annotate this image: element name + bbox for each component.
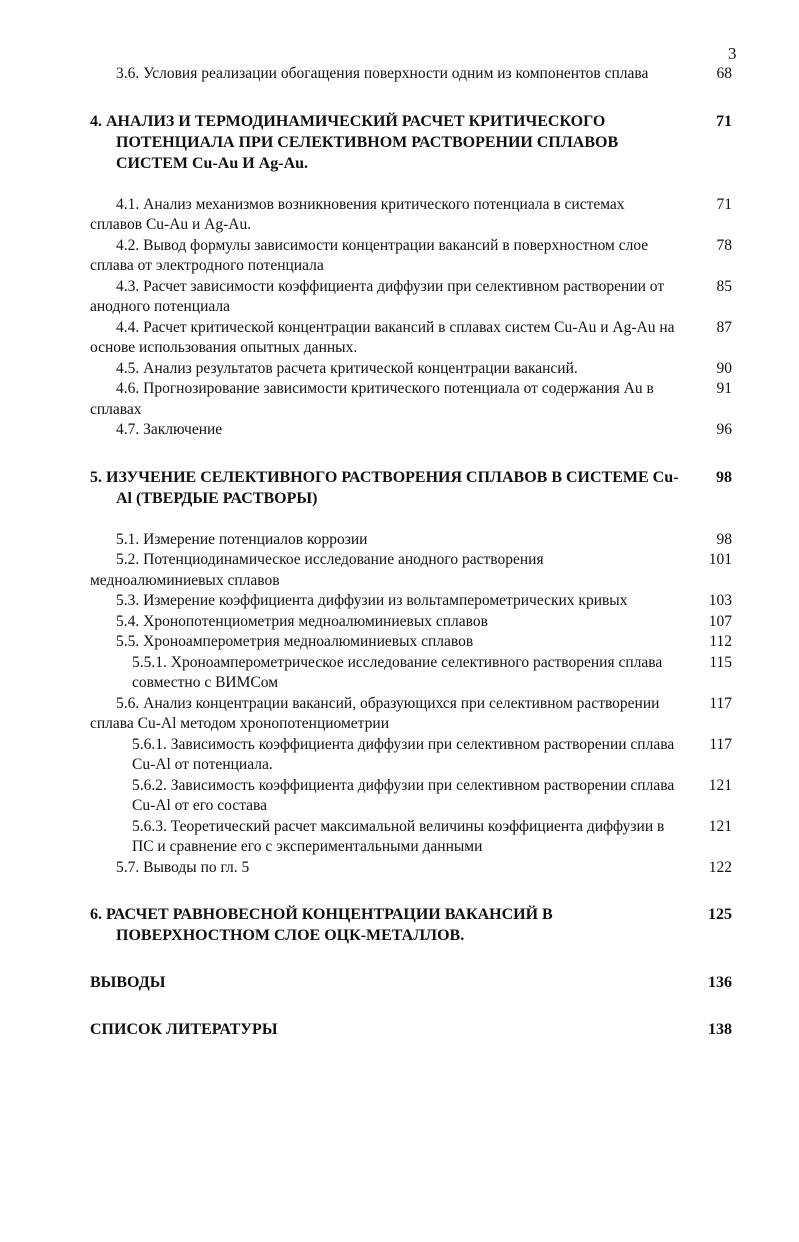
toc-entry-title: 5.6.1. Зависимость коэффициента диффузии при селективном растворении сплава Cu-Al от потенциала. — [132, 735, 675, 773]
toc-entry-4-2 — [90, 236, 740, 277]
toc-chapter-title: 5. ИЗУЧЕНИЕ СЕЛЕКТИВНОГО РАСТВОРЕНИЯ СПЛАВОВ В СИСТЕМЕ Cu-Al (ТВЕРДЫЕ РАСТВОРЫ) — [90, 468, 679, 507]
toc-entry-page: 91 — [716, 380, 732, 397]
toc-entry-4-6 — [90, 379, 740, 420]
toc-entry-title: 4.7. Заключение — [116, 421, 223, 438]
toc-entry-5-5-1 — [90, 653, 740, 694]
toc-entry-title: 4.4. Расчет критической концентрации вакансий в сплавах систем Cu-Au и Ag-Au на основе использования опытных данных. — [90, 318, 675, 356]
toc-entry-page: 103 — [708, 592, 732, 609]
toc-entry-4-1 — [90, 195, 740, 236]
toc-entry-3-6 — [90, 64, 740, 85]
toc-chapter-conclusions — [90, 972, 740, 993]
toc-entry-page: 85 — [716, 277, 732, 295]
toc-chapter-page: 138 — [708, 1021, 732, 1038]
toc-entry-title: 4.1. Анализ механизмов возникновения критического потенциала в системах сплавов Cu-Au и Ag-Au. — [90, 195, 625, 233]
toc-entry-title: 5.1. Измерение потенциалов коррозии — [116, 530, 368, 548]
page-number: 3 — [728, 44, 737, 63]
toc-entry-5-7 — [90, 858, 740, 879]
toc-chapter-title: 6. РАСЧЕТ РАВНОВЕСНОЙ КОНЦЕНТРАЦИИ ВАКАНСИЙ В ПОВЕРХНОСТНОМ СЛОЕ ОЦК-МЕТАЛЛОВ. — [90, 906, 553, 944]
toc-entry-title: 5.6.3. Теоретический расчет максимальной величины коэффициента диффузии в ПС и сравнение его с экспериментальными данными — [132, 817, 665, 855]
toc-chapter-references — [90, 1019, 740, 1040]
toc-entry-title: 5.4. Хронопотенциометрия медноалюминиевых сплавов — [116, 612, 488, 630]
toc-entry-5-4 — [90, 612, 740, 633]
toc-entry-page: 117 — [709, 735, 732, 753]
toc-entry-4-7 — [90, 420, 740, 441]
toc-entry-page: 87 — [716, 318, 732, 336]
toc-entry-5-3 — [90, 591, 740, 612]
toc-entry-page: 71 — [716, 195, 732, 213]
toc-entry-page: 98 — [716, 530, 732, 548]
toc-entry-title: 5.5. Хроноамперометрия медноалюминиевых сплавов — [116, 633, 474, 650]
toc-entry-title: 4.2. Вывод формулы зависимости концентрации вакансий в поверхностном слое сплава от электродного потенциала — [90, 236, 649, 274]
toc-entry-5-6-1 — [90, 735, 740, 776]
toc-entry-title: 4.5. Анализ результатов расчета критической концентрации вакансий. — [116, 359, 578, 377]
toc-chapter-6 — [90, 904, 740, 946]
toc-entry-page: 68 — [716, 65, 732, 82]
table-of-contents — [90, 64, 740, 1040]
toc-entry-title: 5.5.1. Хроноамперометрическое исследование селективного растворения сплава совместно с ВИМСом — [132, 653, 663, 691]
toc-entry-title: 4.3. Расчет зависимости коэффициента диффузии при селективном растворении от анодного потенциала — [90, 277, 665, 315]
toc-entry-title: 5.3. Измерение коэффициента диффузии из вольтамперометрических кривых — [116, 592, 628, 609]
toc-entry-title: 5.6.2. Зависимость коэффициента диффузии при селективном растворении сплава Cu-Al от его состава — [132, 776, 675, 814]
toc-entry-5-5 — [90, 632, 740, 653]
toc-entry-5-6 — [90, 694, 740, 735]
toc-entry-title: 4.6. Прогнозирование зависимости критического потенциала от содержания Au в сплавах — [90, 380, 654, 418]
toc-entry-title: 5.6. Анализ концентрации вакансий, образующихся при селективном растворении сплава Cu-Al методом хронопотенциометрии — [90, 694, 660, 732]
toc-chapter-title: СПИСОК ЛИТЕРАТУРЫ — [90, 1021, 278, 1038]
toc-entry-page: 115 — [709, 653, 732, 671]
toc-entry-page: 112 — [709, 633, 732, 650]
toc-entry-5-6-3 — [90, 817, 740, 858]
toc-entry-4-3 — [90, 277, 740, 318]
toc-chapter-title: ВЫВОДЫ — [90, 974, 166, 991]
toc-entry-4-5 — [90, 359, 740, 380]
toc-chapter-page: 98 — [716, 468, 732, 486]
toc-entry-page: 96 — [716, 421, 732, 438]
toc-chapter-page: 71 — [716, 112, 732, 130]
toc-entry-5-2 — [90, 550, 740, 591]
toc-chapter-page: 125 — [708, 906, 732, 923]
toc-chapter-title: 4. АНАЛИЗ И ТЕРМОДИНАМИЧЕСКИЙ РАСЧЕТ КРИТИЧЕСКОГО ПОТЕНЦИАЛА ПРИ СЕЛЕКТИВНОМ РАСТВОРЕНИИ СПЛАВОВ СИСТЕМ Cu-Au И Ag-Au. — [90, 112, 619, 172]
toc-entry-page: 121 — [708, 776, 732, 794]
toc-entry-page: 107 — [708, 612, 732, 630]
toc-entry-title: 3.6. Условия реализации обогащения поверхности одним из компонентов сплава — [116, 65, 649, 82]
toc-entry-title: 5.7. Выводы по гл. 5 — [116, 858, 250, 876]
toc-chapter-4 — [90, 111, 740, 174]
toc-chapter-page: 136 — [708, 974, 732, 991]
toc-entry-page: 101 — [708, 551, 732, 568]
toc-entry-5-6-2 — [90, 776, 740, 817]
toc-entry-page: 122 — [708, 858, 732, 876]
toc-entry-title: 5.2. Потенциодинамическое исследование анодного растворения медноалюминиевых сплавов — [90, 551, 544, 589]
toc-entry-4-4 — [90, 318, 740, 359]
toc-entry-page: 90 — [716, 359, 732, 377]
toc-entry-page: 78 — [716, 236, 732, 254]
toc-entry-page: 117 — [709, 694, 732, 712]
toc-entry-page: 121 — [708, 817, 732, 835]
toc-entry-5-1 — [90, 530, 740, 551]
toc-chapter-5 — [90, 467, 740, 509]
